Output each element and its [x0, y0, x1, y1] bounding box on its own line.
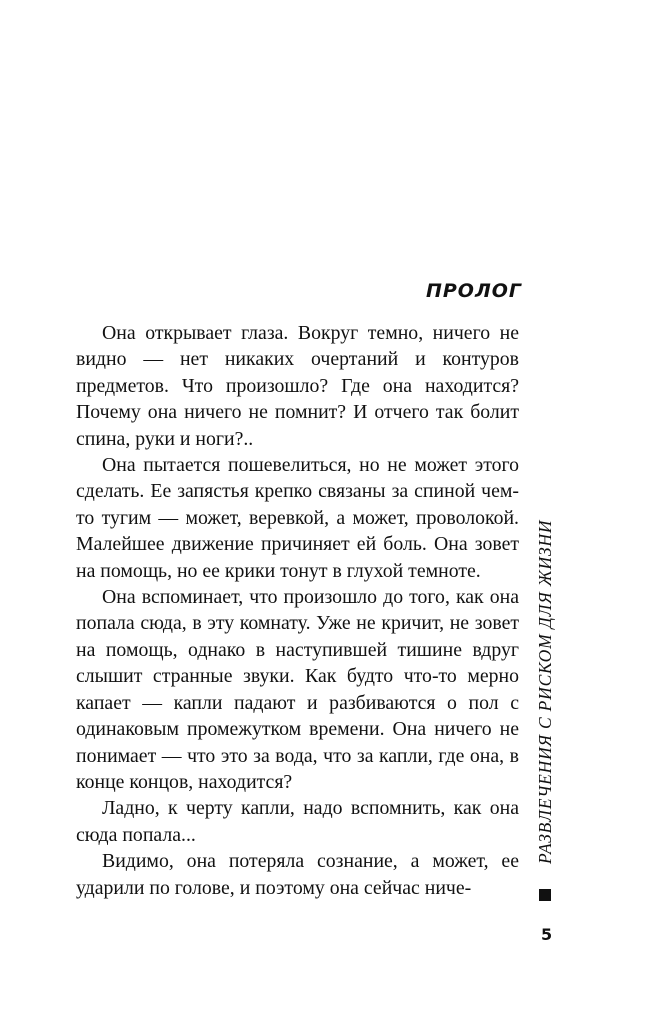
text-body [76, 320, 519, 901]
paragraph-3: Она вспоминает, что произошло до того, как она попала сюда, в эту комнату. Уже не кричит, не зовет на помощь, однако в наступившей тишине вдруг слышит странные звуки. Как будто что-то мерно капает — капли падают и разбиваются о пол с одинаковым промежутком времени. Она ничего не понимает — что это за вода, что за капли, где она, в конце концов, находится? [76, 586, 519, 793]
paragraph-2: Она пытается пошевелиться, но не может этого сделать. Ее запястья крепко связаны за спиной чем-то тугим — может, веревкой, а может, проволокой. Малейшее движение причиняет ей боль. Она зовет на помощь, но ее крики тонут в глухой темноте. [76, 454, 519, 582]
page-number: 5 [541, 925, 553, 944]
chapter-title: ПРОЛОГ [425, 280, 522, 302]
running-head: РАЗВЛЕЧЕНИЯ С РИСКОМ ДЛЯ ЖИЗНИ [535, 520, 555, 865]
black-square-marker [539, 889, 551, 901]
paragraph-5: Видимо, она потеряла сознание, а может, ее ударили по голове, и поэтому она сейчас ниче- [76, 850, 519, 899]
paragraph-4: Ладно, к черту капли, надо вспомнить, как она сюда попала... [76, 797, 519, 846]
paragraph-1: Она открывает глаза. Вокруг темно, ничего не видно — нет никаких очертаний и контуров предметов. Что произошло? Где она находится? Почему она ничего не помнит? И отчего так болит спина, руки и ноги?.. [76, 322, 519, 450]
